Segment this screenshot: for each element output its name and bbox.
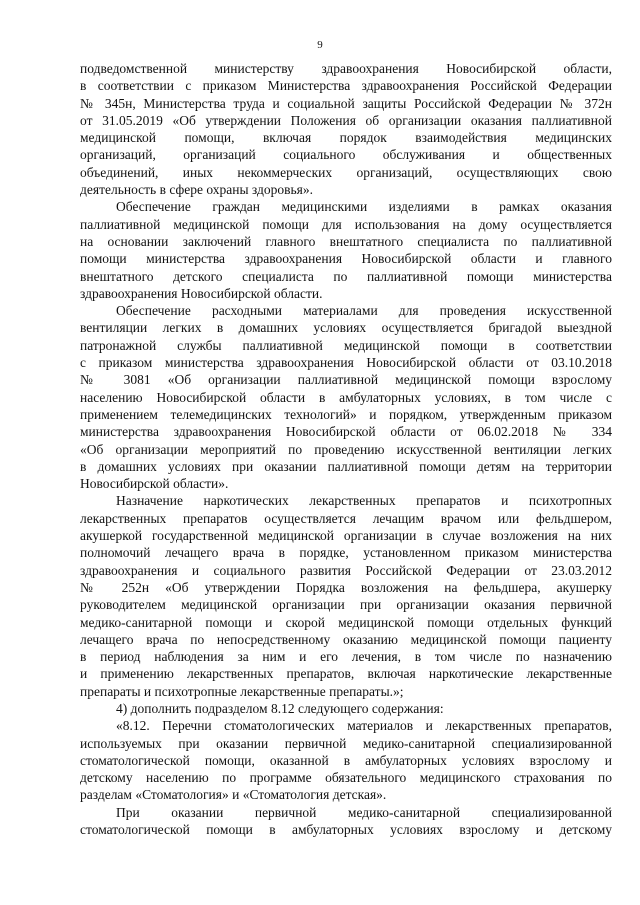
text-line: медико-санитарной помощи и скорой медицинской помощи отдельных функций — [80, 614, 612, 630]
text-line: № 3081 «Об организации паллиативной медицинской помощи взрослому — [80, 372, 612, 388]
text-line: в домашних условиях при оказании паллиативной помощи детям на территории — [80, 458, 612, 474]
text-line: руководителем медицинской организации при организации оказания первичной — [80, 597, 612, 613]
text-line: внештатного детского специалиста по паллиативной помощи министерства — [80, 268, 612, 284]
text-line: лечащего врача по непосредственному оказанию медицинской помощи пациенту — [80, 631, 612, 647]
text-line: и применению лекарственных препаратов, включая наркотические лекарственные — [80, 666, 612, 682]
text-line: акушеркой государственной медицинской организации в случае возложения на них — [80, 528, 612, 544]
text-line: вентиляции легких в домашних условиях осуществляется бригадой выездной — [80, 320, 612, 336]
text-line: № 345н, Министерства труда и социальной защиты Российской Федерации № 372н — [80, 95, 612, 111]
text-line: лекарственных препаратов осуществляется лечащим врачом или фельдшером, — [80, 510, 612, 526]
text-line: населению Новосибирской области в амбулаторных условиях, в том числе с — [80, 389, 612, 405]
text-line: При оказании первичной медико-санитарной специализированной — [116, 804, 612, 820]
text-line: Назначение наркотических лекарственных препаратов и психотропных — [116, 493, 612, 509]
text-line: на основании заключений главного внештатного специалиста по паллиативной — [80, 233, 612, 249]
text-line: организаций, организаций социального обслуживания и общественных — [80, 147, 612, 163]
text-line: разделам «Стоматология» и «Стоматология детская». — [80, 787, 387, 803]
text-line: стоматологической помощи, оказанной в амбулаторных условиях взрослому и — [80, 752, 612, 768]
text-line: в период наблюдения за ним и его лечения, в том числе по назначению — [80, 649, 612, 665]
text-line: стоматологической помощи в амбулаторных условиях взрослому и детскому — [80, 822, 612, 838]
text-line: № 252н «Об утверждении Порядка возложения на фельдшера, акушерку — [80, 579, 612, 595]
page-number: 9 — [317, 39, 323, 51]
text-line: объединений, иных некоммерческих организаций, осуществляющих свою — [80, 164, 612, 180]
text-line: в соответствии с приказом Министерства здравоохранения Российской Федерации — [80, 78, 612, 94]
text-line: здравоохранения и социального развития Российской Федерации от 23.03.2012 — [80, 562, 612, 578]
text-line: «Об организации мероприятий по проведению искусственной вентиляции легких — [80, 441, 612, 457]
text-line: 4) дополнить подразделом 8.12 следующего содержания: — [116, 700, 444, 716]
text-line: министерства здравоохранения Новосибирской области от 06.02.2018 № 334 — [80, 424, 612, 440]
text-line: «8.12. Перечни стоматологических материалов и лекарственных препаратов, — [116, 718, 612, 734]
text-line: используемых при оказании первичной медико-санитарной специализированной — [80, 735, 612, 751]
text-line: паллиативной медицинской помощи для использования на дому осуществляется — [80, 216, 612, 232]
text-line: Обеспечение граждан медицинскими изделиями в рамках оказания — [116, 199, 612, 215]
text-line: препараты и психотропные лекарственные препараты.»; — [80, 683, 404, 699]
text-line: медицинской помощи, включая порядок взаимодействия медицинских — [80, 130, 612, 146]
text-line: с приказом министерства здравоохранения Новосибирской области от 03.10.2018 — [80, 355, 612, 371]
text-line: полномочий лечащего врача в порядке, установленном приказом министерства — [80, 545, 612, 561]
document-body — [80, 60, 612, 838]
text-line: Обеспечение расходными материалами для проведения искусственной — [116, 303, 612, 319]
text-line: детскому населению по программе обязательного медицинского страхования по — [80, 770, 612, 786]
text-line: от 31.05.2019 «Об утверждении Положения об организации оказания паллиативной — [80, 112, 612, 128]
text-line: применением телемедицинских технологий» и порядком, утвержденным приказом — [80, 406, 612, 422]
text-line: здравоохранения Новосибирской области. — [80, 285, 323, 301]
text-line: Новосибирской области». — [80, 476, 229, 492]
text-line: деятельность в сфере охраны здоровья». — [80, 182, 314, 198]
text-line: подведомственной министерству здравоохранения Новосибирской области, — [80, 61, 612, 76]
text-line: патронажной службы паллиативной медицинской помощи в соответствии — [80, 337, 612, 353]
text-line: помощи министерства здравоохранения Новосибирской области и главного — [80, 251, 612, 267]
